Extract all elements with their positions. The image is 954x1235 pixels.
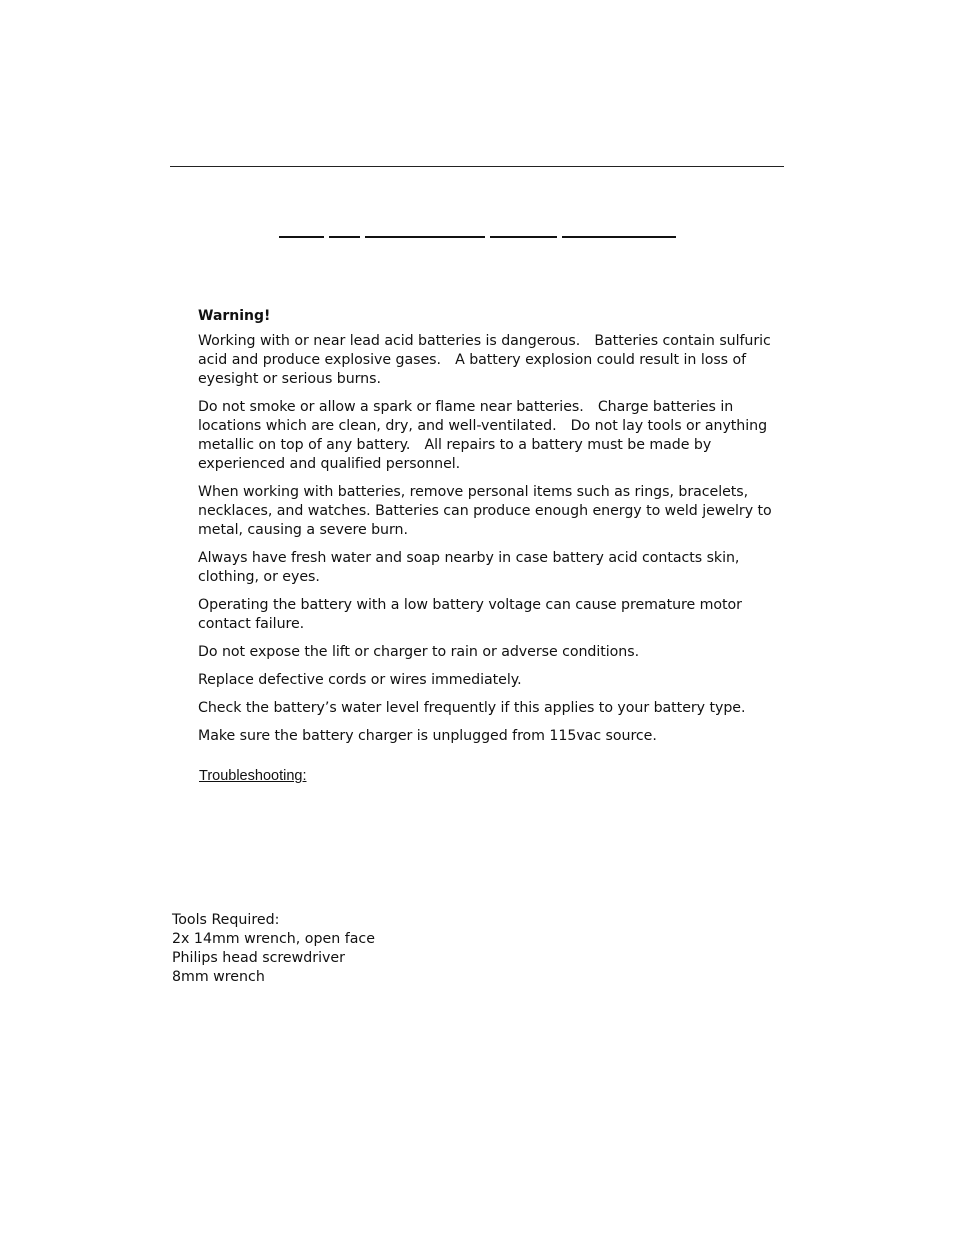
title-blank: [562, 236, 676, 238]
tool-item: 8mm wrench: [172, 969, 265, 985]
header-rule: [170, 166, 784, 167]
title-blank: [490, 236, 557, 238]
warning-paragraph: Do not expose the lift or charger to rain or adverse conditions.: [198, 644, 640, 660]
tool-item: 2x 14mm wrench, open face: [172, 931, 375, 947]
tools-required-section: [172, 911, 375, 987]
warning-paragraph: Working with or near lead acid batteries is dangerous. Batteries contain sulfuric acid and produce explosive gases. A battery explosion could result in loss of eyesight or serious burns.: [198, 333, 771, 387]
warning-paragraph: Always have fresh water and soap nearby in case battery acid contacts skin, clothing, or eyes.: [198, 550, 740, 585]
warning-section: [198, 307, 788, 755]
warning-paragraph: Do not smoke or allow a spark or flame near batteries. Charge batteries in locations which are clean, dry, and well-ventilated. Do not lay tools or anything metallic on top of any battery. All repairs to a battery must be made by experienced and qualified personnel.: [198, 399, 768, 472]
warning-paragraph: Replace defective cords or wires immediately.: [198, 672, 522, 688]
warning-paragraph: When working with batteries, remove personal items such as rings, bracelets, necklaces, and watches. Batteries can produce enough energy to weld jewelry to metal, causing a severe burn.: [198, 484, 772, 538]
tool-item: Philips head screwdriver: [172, 950, 345, 966]
title-blank: [279, 236, 324, 238]
warning-paragraph: Check the battery’s water level frequently if this applies to your battery type.: [198, 700, 746, 716]
title-blank: [365, 236, 485, 238]
warning-paragraph: Operating the battery with a low battery voltage can cause premature motor contact failure.: [198, 597, 742, 632]
title-blank: [329, 236, 360, 238]
warning-title: Warning!: [198, 308, 271, 324]
warning-paragraph: Make sure the battery charger is unplugged from 115vac source.: [198, 728, 657, 744]
troubleshooting-heading: Troubleshooting:: [199, 768, 307, 784]
tools-heading: Tools Required:: [172, 912, 280, 928]
